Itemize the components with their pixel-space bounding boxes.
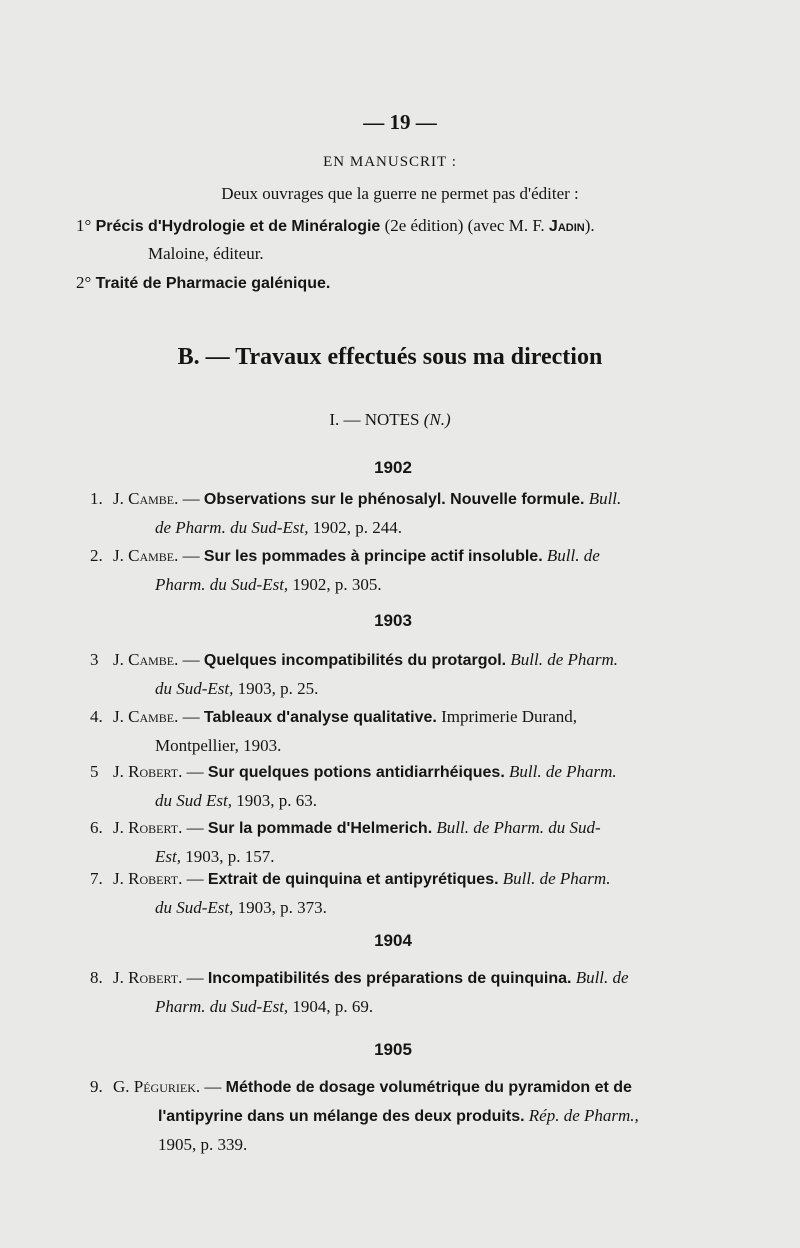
- item-number: 2°: [76, 273, 92, 292]
- list-item: [0, 484, 800, 544]
- item-author: Jadin: [548, 218, 585, 235]
- section-subtitle: [0, 410, 780, 430]
- entry-title: Méthode de dosage volumétrique du pyramidon et de: [225, 1079, 632, 1096]
- entry-title-cont: l'antipyrine dans un mélange des deux produits.: [158, 1108, 525, 1125]
- entry-sep: —: [182, 762, 208, 781]
- entry-number: 6.: [90, 818, 103, 837]
- entry-author: J. Cambe.: [113, 650, 179, 669]
- entry-sep: —: [178, 546, 204, 565]
- list-item: [0, 541, 800, 601]
- item-title: Précis d'Hydrologie et de Minéralogie: [95, 218, 381, 235]
- entry-ref: Bull. de Pharm.: [502, 869, 611, 888]
- entry-sep: —: [182, 968, 208, 987]
- list-item: [0, 645, 800, 705]
- year-heading: 1903: [374, 611, 412, 630]
- manuscript-item-2: [76, 273, 330, 293]
- entry-title: Extrait de quinquina et antipyrétiques.: [207, 871, 499, 888]
- entry-ref: Bull. de: [575, 968, 629, 987]
- entry-number: 7.: [90, 869, 103, 888]
- entry-number: 9.: [90, 1077, 103, 1096]
- entry-journal: du Sud-Est,: [155, 898, 234, 917]
- entry-title: Observations sur le phénosalyl. Nouvelle formule.: [203, 491, 585, 508]
- year-heading: 1905: [374, 1040, 412, 1059]
- entry-pages: Montpellier, 1903.: [155, 736, 282, 755]
- list-item: [0, 702, 800, 762]
- manuscript-intro: Deux ouvrages que la guerre ne permet pas d'éditer :: [221, 184, 579, 203]
- entry-journal: de Pharm. du Sud-Est,: [155, 518, 309, 537]
- entry-author: J. Robert.: [113, 818, 183, 837]
- entry-pages: 1903, p. 63.: [231, 791, 317, 810]
- entry-number: 3: [90, 650, 99, 669]
- entry-pages: 1904, p. 69.: [288, 997, 374, 1016]
- entry-journal: du Sud Est,: [155, 791, 232, 810]
- entry-title: Sur la pommade d'Helmerich.: [207, 820, 433, 837]
- entry-title: Sur les pommades à principe actif insoluble.: [203, 548, 543, 565]
- entry-sep: —: [178, 489, 204, 508]
- year-heading: 1904: [374, 931, 412, 950]
- entry-author: J. Cambe.: [113, 489, 179, 508]
- entry-author: G. Péguriek.: [113, 1077, 201, 1096]
- subtitle-abbr: (N.): [423, 410, 451, 429]
- entry-sep: —: [178, 650, 204, 669]
- entry-sep: —: [178, 707, 204, 726]
- entry-pages: 1902, p. 305.: [288, 575, 382, 594]
- section-title: B. — Travaux effectués sous ma direction: [177, 344, 603, 370]
- entry-journal: du Sud-Est,: [155, 679, 234, 698]
- entry-ref: Imprimerie Durand,: [441, 707, 578, 726]
- entry-sep: —: [182, 818, 208, 837]
- entry-pages: 1903, p. 157.: [180, 847, 275, 866]
- entry-pages: 1905, p. 339.: [158, 1135, 248, 1154]
- entry-ref: Bull. de Pharm.: [509, 762, 617, 781]
- item-detail: (2e édition) (avec M. F.: [384, 216, 545, 235]
- entry-ref: Bull. de: [546, 546, 600, 565]
- entry-pages: 1903, p. 25.: [233, 679, 319, 698]
- subtitle-text: I. — NOTES: [329, 410, 420, 429]
- entry-pages: 1903, p. 373.: [233, 898, 327, 917]
- page-number: — 19 —: [363, 110, 437, 134]
- entry-pages: 1902, p. 244.: [308, 518, 402, 537]
- entry-title: Quelques incompatibilités du protargol.: [203, 652, 507, 669]
- entry-journal: Rép. de Pharm.,: [524, 1106, 639, 1125]
- entry-journal: Est,: [155, 847, 181, 866]
- list-item: [0, 864, 800, 924]
- entry-sep: —: [200, 1077, 226, 1096]
- entry-number: 4.: [90, 707, 103, 726]
- item-close: ).: [584, 216, 595, 235]
- entry-number: 5: [90, 762, 99, 781]
- entry-title: Incompatibilités des préparations de quinquina.: [207, 970, 572, 987]
- entry-author: J. Cambe.: [113, 546, 179, 565]
- list-item: [0, 757, 800, 817]
- entry-author: J. Cambe.: [113, 707, 179, 726]
- entry-author: J. Robert.: [113, 968, 183, 987]
- item-number: 1°: [76, 216, 92, 235]
- list-item: [0, 963, 800, 1023]
- entry-ref: Bull.: [588, 489, 622, 508]
- year-heading: 1902: [374, 458, 412, 477]
- entry-author: J. Robert.: [113, 762, 183, 781]
- entry-author: J. Robert.: [113, 869, 183, 888]
- manuscript-item-1: [76, 216, 595, 236]
- manuscript-heading: EN MANUSCRIT :: [323, 154, 457, 170]
- entry-journal: Pharm. du Sud-Est,: [155, 575, 289, 594]
- entry-ref: Bull. de Pharm. du Sud-: [436, 818, 601, 837]
- entry-title: Sur quelques potions antidiarrhéiques.: [207, 764, 505, 781]
- entry-ref: Bull. de Pharm.: [510, 650, 619, 669]
- manuscript-item-1-line2: Maloine, éditeur.: [148, 244, 264, 263]
- entry-journal: Pharm. du Sud-Est,: [155, 997, 289, 1016]
- entry-title: Tableaux d'analyse qualitative.: [203, 709, 437, 726]
- entry-number: 2.: [90, 546, 103, 565]
- item-title: Traité de Pharmacie galénique.: [95, 275, 331, 292]
- list-item: [0, 1072, 800, 1162]
- entry-sep: —: [182, 869, 208, 888]
- entry-number: 1.: [90, 489, 103, 508]
- entry-number: 8.: [90, 968, 103, 987]
